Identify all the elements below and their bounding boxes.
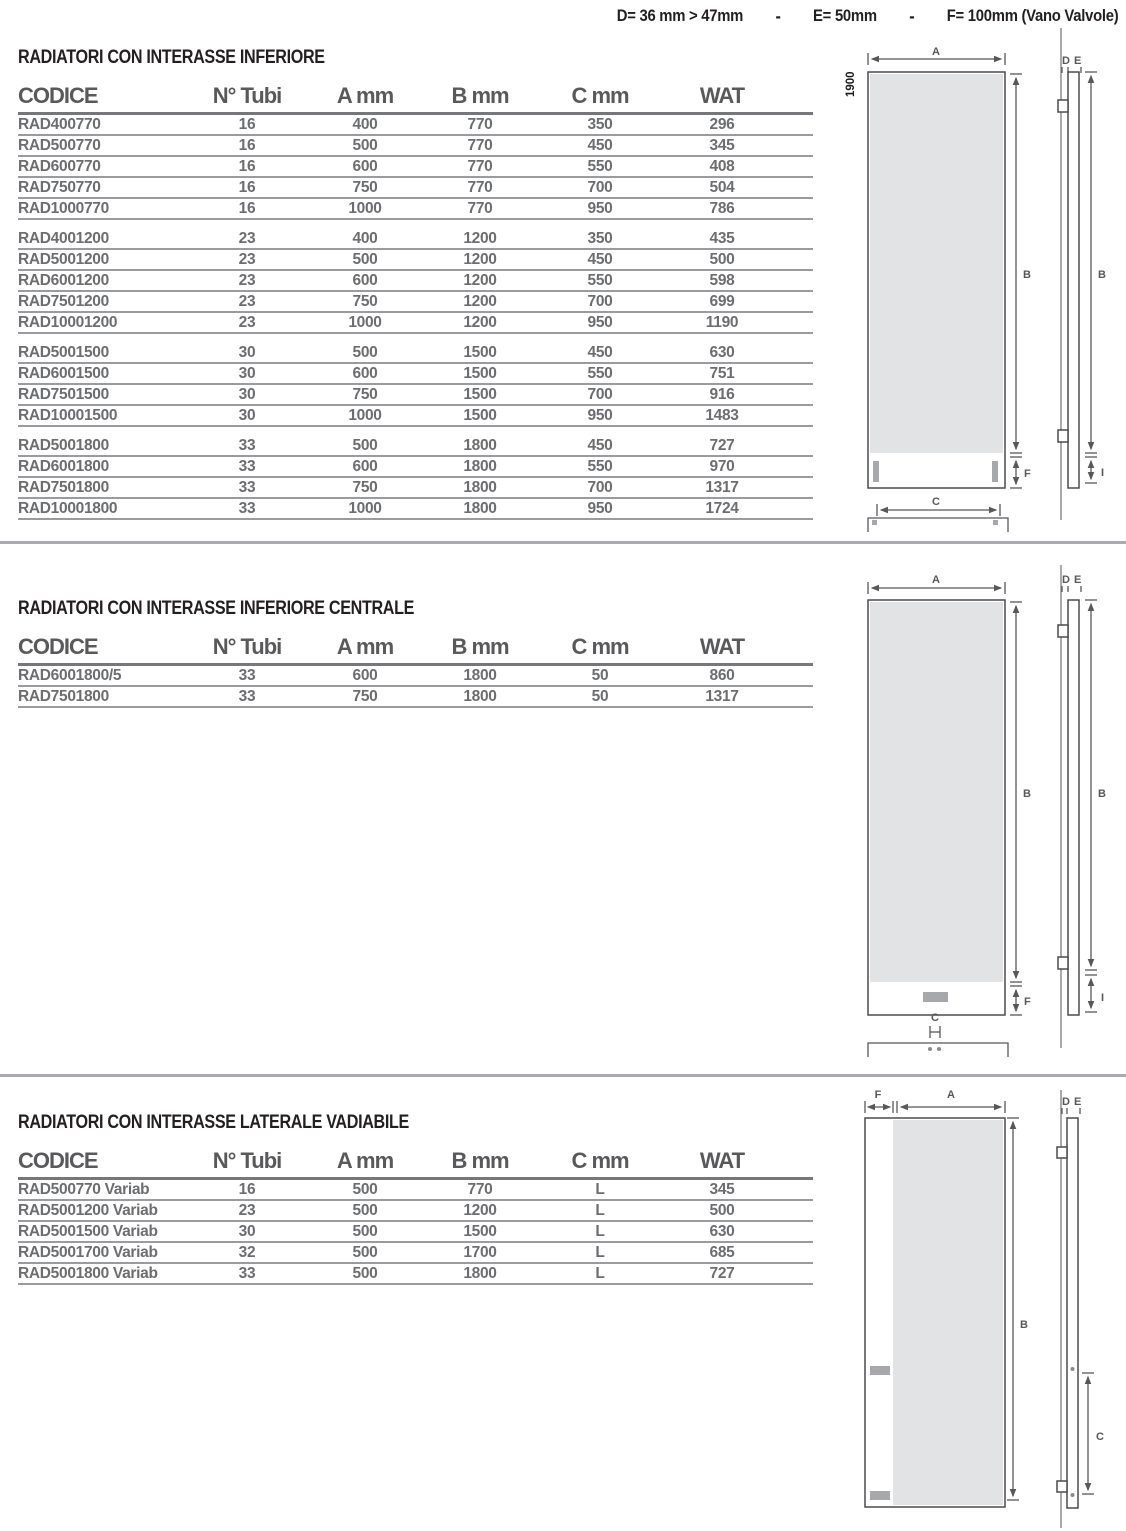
table-cell: RAD5001700 Variab: [18, 1243, 158, 1261]
row-group: [18, 229, 813, 334]
svg-text:I: I: [1101, 992, 1105, 1004]
dim-a: [868, 46, 1005, 65]
table-cell: 1500: [463, 406, 497, 424]
table-cell: 1500: [463, 385, 497, 403]
table-cell: 504: [709, 178, 735, 196]
table-cell: 685: [709, 1243, 735, 1261]
table-cell: 30: [238, 385, 256, 403]
table-cell: RAD600770: [18, 157, 101, 175]
table-cell: 23: [238, 250, 256, 268]
dim-b-front: [1010, 74, 1031, 453]
svg-text:B: B: [1023, 788, 1031, 800]
column-header: C mm: [571, 1148, 629, 1173]
table-cell: 1483: [705, 406, 739, 424]
table-row: [18, 292, 813, 313]
table-cell: 1000: [348, 499, 382, 517]
dim-i: [1085, 975, 1104, 1012]
table-row: [18, 250, 813, 271]
dim-a: [868, 574, 1005, 594]
column-header: A mm: [336, 634, 394, 659]
table-cell: 33: [238, 666, 256, 684]
table-cell: 1200: [463, 250, 497, 268]
wall-bracket: [1058, 625, 1068, 637]
column-header: C mm: [571, 634, 629, 659]
svg-text:D: D: [1062, 55, 1070, 67]
table-cell: 786: [709, 199, 735, 217]
table-cell: 700: [587, 178, 613, 196]
table-row: [18, 436, 813, 457]
column-header: A mm: [336, 83, 394, 108]
table-header-row: [18, 83, 813, 115]
diagram-interasse-inferiore: [838, 28, 1126, 535]
table-row: [18, 199, 813, 220]
svg-text:B: B: [1023, 269, 1031, 281]
table-cell: 50: [591, 687, 609, 705]
table-cell: 630: [709, 343, 735, 361]
table-cell: 400: [352, 115, 378, 133]
table-cell: 1500: [463, 1222, 497, 1240]
table-row: [18, 313, 813, 334]
table-cell: 345: [709, 136, 735, 154]
svg-text:B: B: [1020, 1319, 1028, 1331]
table-cell: RAD5001500 Variab: [18, 1222, 158, 1240]
table-row: [18, 406, 813, 427]
table-cell: 1800: [463, 687, 497, 705]
table-cell: 600: [352, 457, 378, 475]
table-cell: 1800: [463, 666, 497, 684]
table-cell: 16: [238, 199, 256, 217]
row-group: [18, 1180, 813, 1285]
table-cell: 1000: [348, 406, 382, 424]
diagram-interasse-laterale: [838, 1085, 1126, 1531]
table-cell: 598: [709, 271, 735, 289]
column-header: B mm: [451, 83, 509, 108]
table-cell: 1200: [463, 1201, 497, 1219]
valve-connection: [870, 1491, 890, 1500]
table-cell: 550: [587, 157, 613, 175]
svg-text:D: D: [1062, 1096, 1070, 1108]
table-cell: 550: [587, 457, 613, 475]
dim-b-front: [1007, 1118, 1028, 1500]
table-cell: 630: [709, 1222, 735, 1240]
table-cell: RAD6001200: [18, 271, 109, 289]
svg-text:B: B: [1098, 788, 1106, 800]
dimension-notes: [616, 6, 1118, 27]
row-group: [18, 666, 813, 708]
row-group: [18, 436, 813, 520]
table-cell: 500: [352, 343, 378, 361]
section-inferiore: [18, 47, 813, 520]
table-cell: 751: [709, 364, 735, 382]
separator-dot: -: [908, 6, 914, 26]
wall-bracket: [1057, 1481, 1067, 1492]
table-cell: 450: [587, 136, 613, 154]
table-cell: 1190: [705, 313, 739, 331]
table-cell: 23: [238, 1201, 256, 1219]
table-row: [18, 1222, 813, 1243]
table-cell: 450: [587, 343, 613, 361]
table-cell: RAD7501500: [18, 385, 109, 403]
svg-text:A: A: [932, 46, 940, 58]
svg-text:F: F: [1024, 468, 1031, 480]
table-cell: RAD7501200: [18, 292, 109, 310]
table-cell: L: [595, 1180, 605, 1198]
table-cell: 1317: [705, 687, 739, 705]
table-cell: 770: [467, 199, 493, 217]
table-row: [18, 666, 813, 687]
horizontal-divider: [0, 541, 1126, 544]
dim-c: [1082, 1373, 1104, 1494]
valve-connection: [873, 461, 879, 482]
height-label: 1900: [845, 71, 857, 97]
table-cell: 700: [587, 478, 613, 496]
table-cell: 770: [467, 115, 493, 133]
table-row: [18, 157, 813, 178]
table-cell: 30: [238, 343, 256, 361]
front-view: [868, 574, 1031, 1057]
table-cell: 500: [709, 1201, 735, 1219]
table-cell: RAD5001200 Variab: [18, 1201, 158, 1219]
column-header: N° Tubi: [212, 83, 282, 108]
table-cell: 23: [238, 292, 256, 310]
table-cell: 33: [238, 499, 256, 517]
table-cell: 16: [238, 136, 256, 154]
svg-text:F: F: [874, 1089, 882, 1101]
table-cell: 1800: [463, 457, 497, 475]
table-cell: 435: [709, 229, 735, 247]
table-cell: 700: [587, 292, 613, 310]
dim-f: [1010, 457, 1031, 488]
table-cell: 750: [352, 178, 378, 196]
svg-text:B: B: [1098, 269, 1106, 281]
svg-text:E: E: [1074, 55, 1082, 67]
table-cell: 23: [238, 271, 256, 289]
table-cell: 500: [352, 136, 378, 154]
table-row: [18, 457, 813, 478]
table-cell: 750: [352, 687, 378, 705]
table-cell: 1724: [705, 499, 739, 517]
table-cell: 700: [587, 385, 613, 403]
table-cell: 500: [352, 1264, 378, 1282]
svg-text:C: C: [932, 496, 940, 508]
table-cell: RAD500770 Variab: [18, 1180, 150, 1198]
side-view: [1058, 28, 1106, 520]
table-cell: RAD1000770: [18, 199, 109, 217]
table-cell: 16: [238, 115, 256, 133]
column-header: WAT: [699, 1148, 745, 1173]
table-cell: 33: [238, 478, 256, 496]
valve-connection: [923, 992, 948, 1002]
column-header: WAT: [699, 83, 745, 108]
bottom-view: [868, 1043, 1008, 1057]
column-header: A mm: [336, 1148, 394, 1173]
table-cell: 916: [709, 385, 735, 403]
table-cell: 1000: [348, 199, 382, 217]
wall-bracket: [1058, 100, 1068, 112]
svg-text:F: F: [1024, 996, 1031, 1008]
section-title: RADIATORI CON INTERASSE INFERIORE: [18, 47, 325, 68]
column-header: CODICE: [18, 83, 98, 108]
table-cell: 1200: [463, 271, 497, 289]
table-cell: 950: [587, 199, 613, 217]
table-row: [18, 1180, 813, 1201]
dim-f: [865, 1089, 893, 1113]
table-cell: 1200: [463, 229, 497, 247]
table-cell: 950: [587, 499, 613, 517]
table-cell: 600: [352, 364, 378, 382]
table-cell: 750: [352, 385, 378, 403]
table-cell: L: [595, 1243, 605, 1261]
section-title: RADIATORI CON INTERASSE INFERIORE CENTRALE: [18, 598, 415, 619]
table-cell: 1800: [463, 1264, 497, 1282]
table-cell: RAD5001200: [18, 250, 109, 268]
table-cell: RAD10001800: [18, 499, 118, 517]
diagram-interasse-inferiore-centrale: [838, 565, 1126, 1078]
table-cell: 750: [352, 478, 378, 496]
table-cell: 970: [709, 457, 735, 475]
column-header: CODICE: [18, 634, 98, 659]
table-cell: 1800: [463, 499, 497, 517]
table-cell: RAD10001200: [18, 313, 118, 331]
table-cell: 1500: [463, 364, 497, 382]
row-group: [18, 343, 813, 427]
table-cell: 500: [352, 436, 378, 454]
table-cell: 500: [352, 1180, 378, 1198]
table-row: [18, 115, 813, 136]
table-cell: RAD4001200: [18, 229, 109, 247]
column-header: C mm: [571, 83, 629, 108]
dim-b-side: [1085, 72, 1106, 453]
table-cell: 1500: [463, 343, 497, 361]
table-cell: RAD5001800: [18, 436, 109, 454]
section-inferiore-centrale: [18, 598, 813, 708]
table-cell: 350: [587, 229, 613, 247]
table-body: [18, 1180, 813, 1285]
table-row: [18, 1264, 813, 1285]
table-cell: RAD5001800 Variab: [18, 1264, 158, 1282]
section-title: RADIATORI CON INTERASSE LATERALE VADIABILE: [18, 1112, 409, 1133]
table-cell: 1000: [348, 313, 382, 331]
table-cell: 750: [352, 292, 378, 310]
svg-text:I: I: [1101, 467, 1105, 479]
table-cell: 450: [587, 250, 613, 268]
table-row: [18, 499, 813, 520]
table-row: [18, 687, 813, 708]
column-header: N° Tubi: [212, 634, 282, 659]
table-cell: 33: [238, 687, 256, 705]
table-cell: 350: [587, 115, 613, 133]
table-cell: RAD6001800/5: [18, 666, 122, 684]
table-cell: RAD5001500: [18, 343, 109, 361]
column-header: B mm: [451, 634, 509, 659]
table-cell: 1200: [463, 292, 497, 310]
table-cell: 16: [238, 157, 256, 175]
table-row: [18, 364, 813, 385]
table-cell: 33: [238, 457, 256, 475]
table-cell: 550: [587, 271, 613, 289]
table-row: [18, 343, 813, 364]
table-cell: 23: [238, 313, 256, 331]
table-row: [18, 229, 813, 250]
table-cell: RAD6001500: [18, 364, 109, 382]
table-cell: 950: [587, 313, 613, 331]
side-view: [1058, 565, 1106, 1048]
dim-note-e: E= 50mm: [812, 7, 877, 25]
table-cell: RAD500770: [18, 136, 101, 154]
column-header: CODICE: [18, 1148, 98, 1173]
table-cell: 500: [352, 1243, 378, 1261]
table-cell: 1700: [463, 1243, 497, 1261]
table-cell: 50: [591, 666, 609, 684]
svg-text:A: A: [932, 574, 940, 586]
table-cell: 30: [238, 364, 256, 382]
table-row: [18, 136, 813, 157]
table-body: [18, 115, 813, 520]
front-view: [865, 1089, 1028, 1507]
table-cell: RAD7501800: [18, 687, 109, 705]
table-row: [18, 385, 813, 406]
column-header: B mm: [451, 1148, 509, 1173]
table-cell: RAD10001500: [18, 406, 118, 424]
table-cell: 296: [709, 115, 735, 133]
table-cell: 16: [238, 178, 256, 196]
valve-connection: [870, 1366, 890, 1375]
dim-c: [877, 496, 1000, 516]
svg-text:E: E: [1074, 574, 1082, 586]
column-header: WAT: [699, 634, 745, 659]
table-cell: 770: [467, 136, 493, 154]
dim-c-small: [930, 1012, 940, 1038]
table-cell: 30: [238, 1222, 256, 1240]
table-cell: L: [595, 1264, 605, 1282]
table-row: [18, 1243, 813, 1264]
dim-i: [1085, 457, 1104, 483]
table-cell: 1800: [463, 478, 497, 496]
table-cell: 770: [467, 157, 493, 175]
table-row: [18, 271, 813, 292]
table-cell: 727: [709, 436, 735, 454]
dim-f: [1010, 986, 1031, 1015]
table-cell: 500: [352, 1222, 378, 1240]
table-cell: RAD400770: [18, 115, 101, 133]
table-cell: 600: [352, 271, 378, 289]
svg-text:D: D: [1062, 574, 1070, 586]
table-cell: 600: [352, 157, 378, 175]
table-cell: 727: [709, 1264, 735, 1282]
table-cell: 32: [238, 1243, 256, 1261]
table-cell: 1200: [463, 313, 497, 331]
table-body: [18, 666, 813, 708]
table-cell: 860: [709, 666, 735, 684]
dim-note-f: F= 100mm (Vano Valvole): [946, 7, 1118, 25]
table-row: [18, 1201, 813, 1222]
table-cell: 600: [352, 666, 378, 684]
table-cell: 770: [467, 1180, 493, 1198]
table-cell: L: [595, 1222, 605, 1240]
dim-note-d: D= 36 mm > 47mm: [616, 7, 743, 25]
svg-text:E: E: [1074, 1096, 1082, 1108]
side-view: [1057, 1090, 1104, 1528]
svg-text:A: A: [947, 1089, 955, 1101]
table-cell: 770: [467, 178, 493, 196]
wall-bracket: [1057, 1147, 1067, 1158]
valve-connection: [992, 461, 998, 482]
front-view: [845, 46, 1031, 532]
table-cell: 23: [238, 229, 256, 247]
table-cell: 1800: [463, 436, 497, 454]
wall-bracket: [1058, 957, 1068, 969]
table-cell: 1317: [705, 478, 739, 496]
table-cell: 500: [709, 250, 735, 268]
bottom-view: [868, 518, 1008, 532]
row-group: [18, 115, 813, 220]
table-header-row: [18, 634, 813, 666]
svg-text:C: C: [931, 1012, 939, 1024]
dim-b-side: [1085, 600, 1106, 970]
table-cell: RAD6001800: [18, 457, 109, 475]
column-header: N° Tubi: [212, 1148, 282, 1173]
dim-a: [897, 1089, 1005, 1113]
table-cell: 550: [587, 364, 613, 382]
table-cell: 500: [352, 250, 378, 268]
table-cell: 950: [587, 406, 613, 424]
table-cell: RAD750770: [18, 178, 101, 196]
table-cell: 16: [238, 1180, 256, 1198]
table-row: [18, 178, 813, 199]
table-cell: 450: [587, 436, 613, 454]
section-laterale-variabile: [18, 1112, 813, 1285]
table-cell: 699: [709, 292, 735, 310]
table-cell: 30: [238, 406, 256, 424]
svg-text:C: C: [1096, 1431, 1104, 1443]
table-cell: 408: [709, 157, 735, 175]
table-row: [18, 478, 813, 499]
table-cell: 33: [238, 1264, 256, 1282]
table-header-row: [18, 1148, 813, 1180]
dim-b-front: [1010, 602, 1031, 982]
table-cell: 345: [709, 1180, 735, 1198]
table-cell: 500: [352, 1201, 378, 1219]
table-cell: RAD7501800: [18, 478, 109, 496]
table-cell: 400: [352, 229, 378, 247]
wall-bracket: [1058, 430, 1068, 442]
connection-point: [1071, 1367, 1075, 1371]
connection-point: [1071, 1493, 1075, 1497]
table-cell: L: [595, 1201, 605, 1219]
table-cell: 33: [238, 436, 256, 454]
separator-dot: -: [775, 6, 781, 26]
